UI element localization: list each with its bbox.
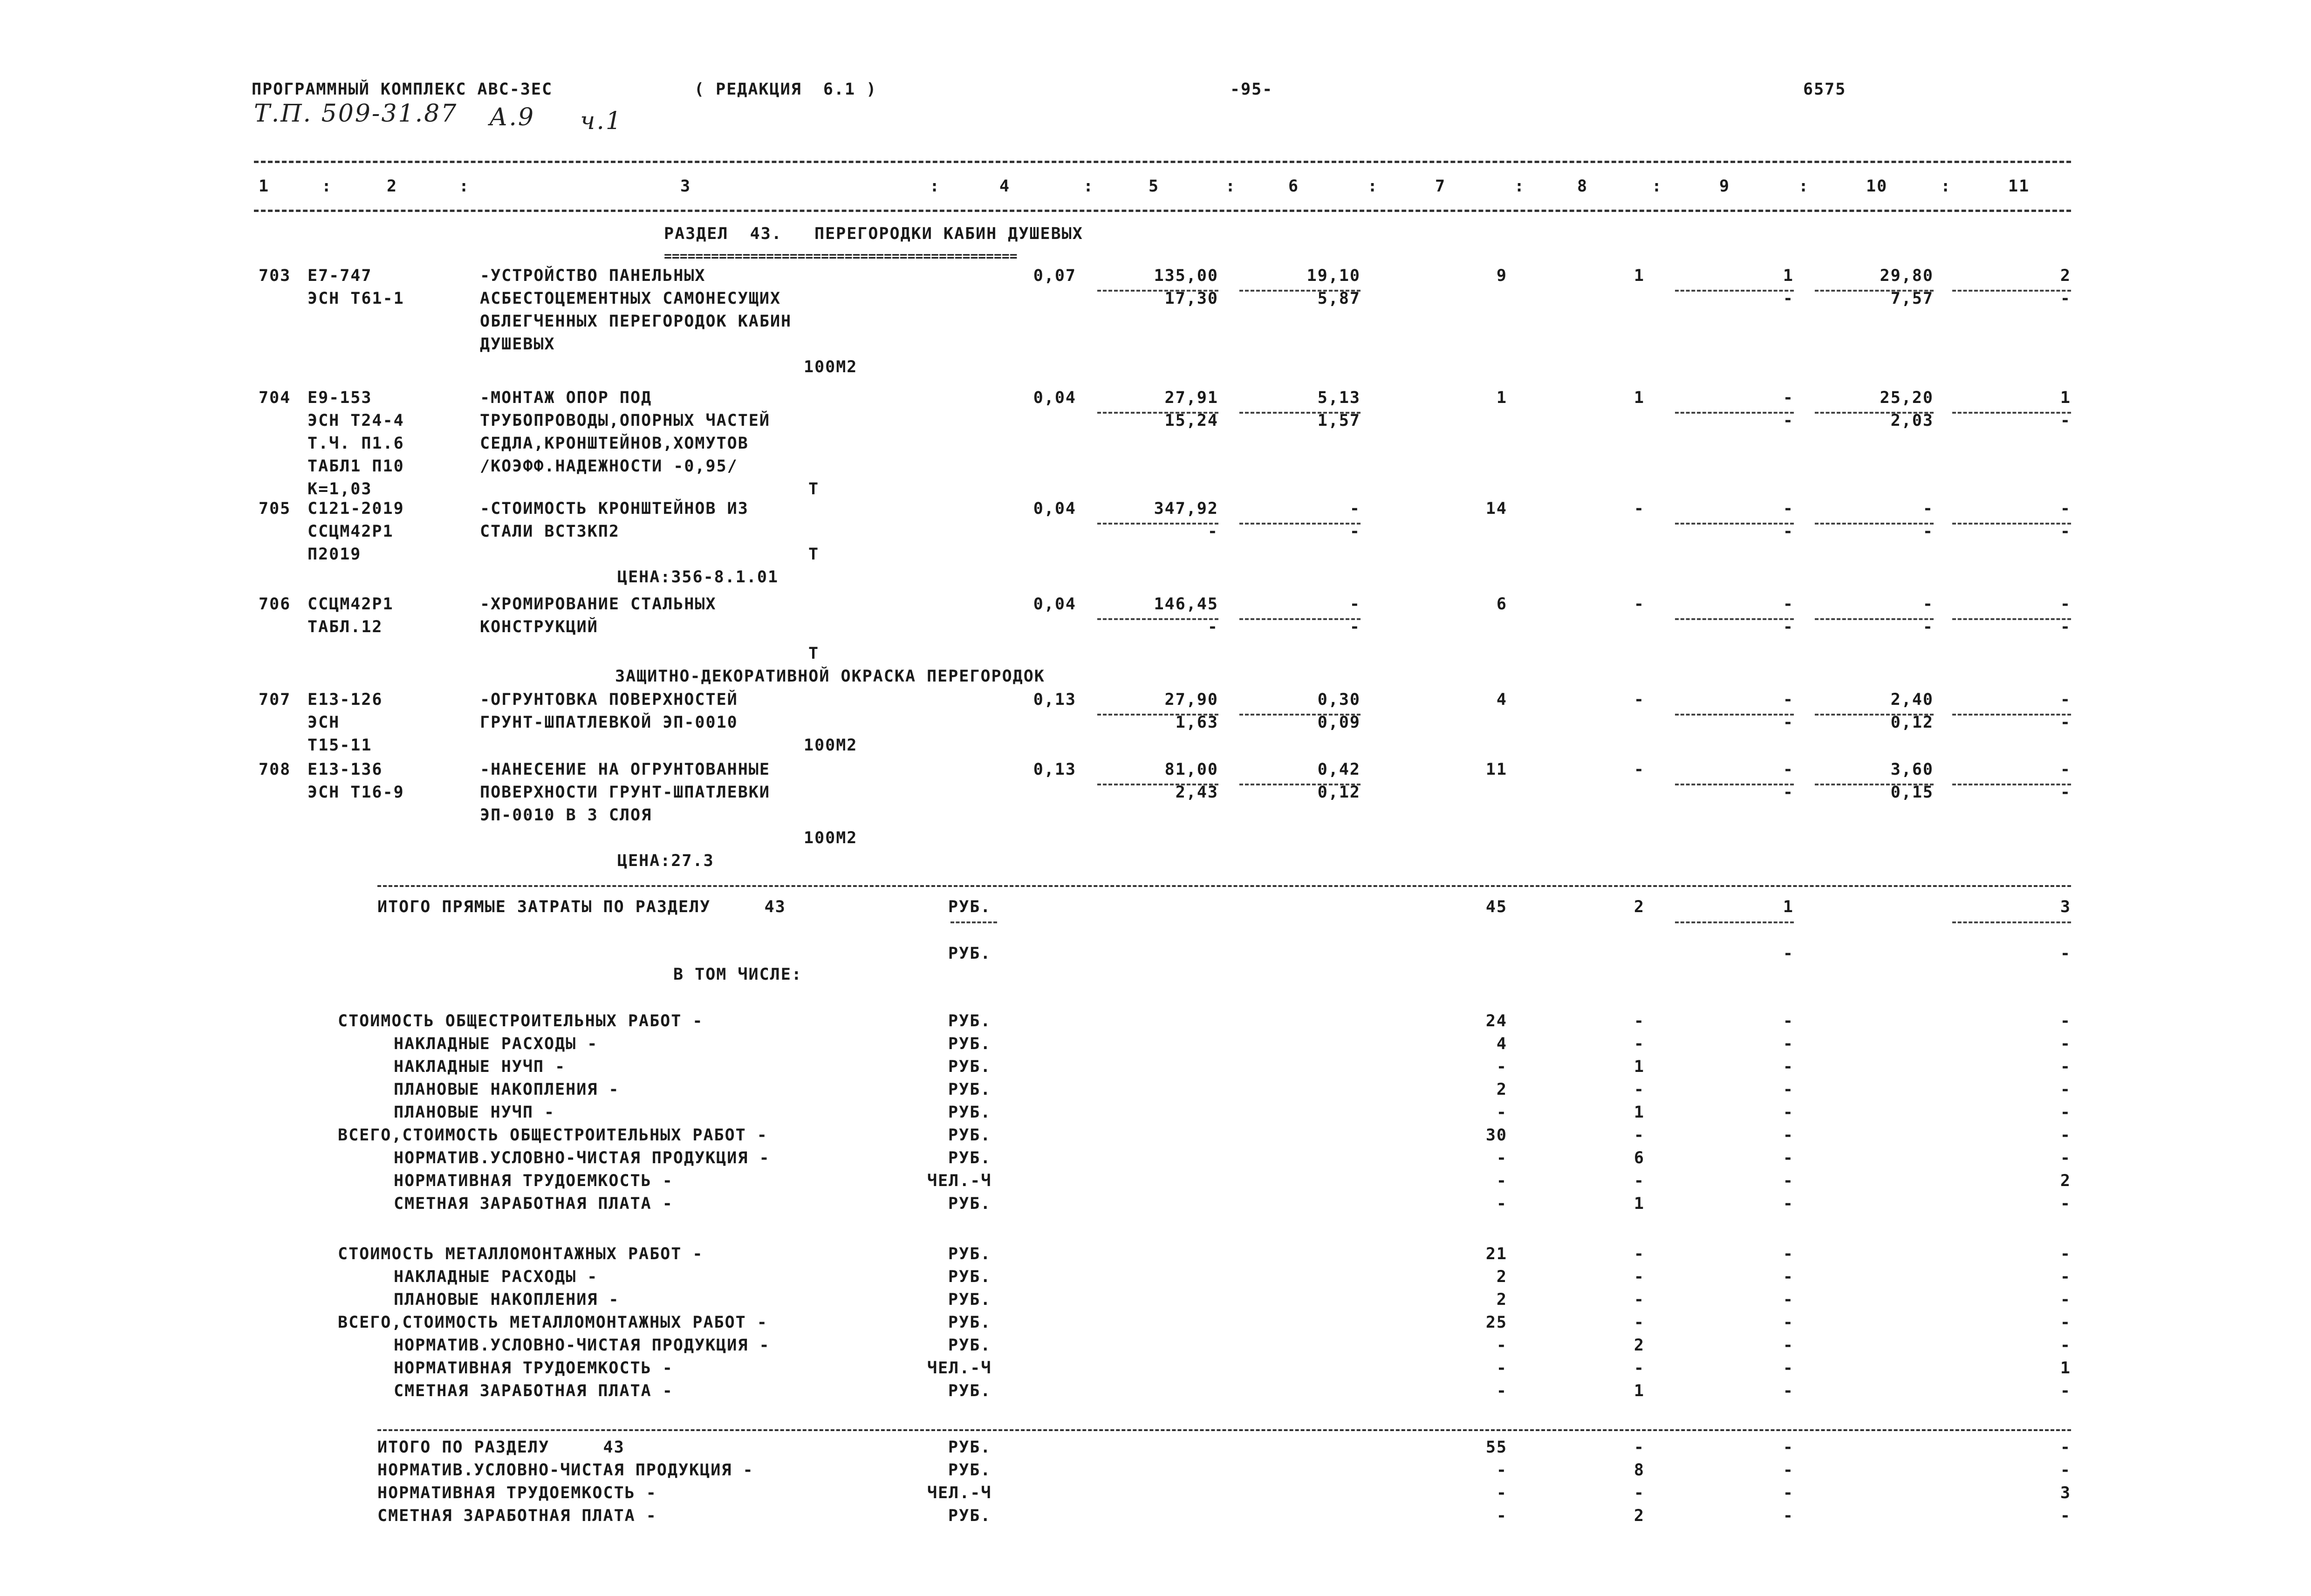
breakdown-c11: -	[2060, 1080, 2071, 1099]
labor-machines: 2,03	[1890, 411, 1934, 430]
total-wages: -	[1634, 499, 1645, 518]
breakdown-c9: -	[1783, 1313, 1794, 1332]
item-description: /КОЭФФ.НАДЕЖНОСТИ -0,95/	[480, 457, 738, 476]
breakdown-c7: -	[1496, 1382, 1507, 1400]
item-code: Т.Ч. П1.6	[308, 434, 404, 453]
cost-machine-wages: -	[1349, 522, 1361, 541]
breakdown-c7: 21	[1485, 1245, 1507, 1263]
labor-hours-machines: -	[2060, 783, 2071, 802]
breakdown-unit: РУБ.	[948, 1149, 991, 1167]
breakdown-c7: 25	[1485, 1313, 1507, 1332]
total-direct-unit: РУБ.	[948, 898, 991, 916]
cost-machines: 1,63	[1175, 713, 1218, 732]
item-code: Е9-153	[308, 389, 372, 407]
item-unit: 100М2	[804, 736, 858, 755]
labor-hours-machines: -	[2060, 289, 2071, 308]
breakdown-c11: -	[2060, 1103, 2071, 1122]
breakdown-label: НОРМАТИВ.УСЛОВНО-ЧИСТАЯ ПРОДУКЦИЯ -	[394, 1336, 770, 1355]
item-description: ПОВЕРХНОСТИ ГРУНТ-ШПАТЛЕВКИ	[480, 783, 770, 802]
column-header-2: 2	[387, 177, 398, 196]
breakdown-label: СМЕТНАЯ ЗАРАБОТНАЯ ПЛАТА -	[394, 1382, 673, 1400]
breakdown-c9: -	[1783, 1245, 1794, 1263]
cost-machine-wages: -	[1349, 618, 1361, 636]
cost-wages: 19,10	[1306, 266, 1361, 285]
cost-machines: -	[1207, 522, 1218, 541]
breakdown-c9: -	[1783, 1172, 1794, 1190]
breakdown-unit: РУБ.	[948, 1035, 991, 1053]
breakdown-label: НАКЛАДНЫЕ НУЧП -	[394, 1057, 566, 1076]
section-total-c7: -	[1496, 1507, 1507, 1525]
cell-divider	[950, 921, 997, 923]
breakdown-unit: РУБ.	[948, 1245, 991, 1263]
breakdown-c8: -	[1634, 1359, 1645, 1378]
item-number: 704	[259, 389, 291, 407]
item-code: ЭСН	[308, 713, 340, 732]
handwritten-part: ч.1	[580, 107, 622, 135]
labor-hours-machines: -	[2060, 713, 2071, 732]
item-quantity: 0,04	[1033, 499, 1076, 518]
total-direct-unit-machines: РУБ.	[948, 944, 991, 963]
item-description: -МОНТАЖ ОПОР ПОД	[480, 389, 652, 407]
total-wages: -	[1634, 595, 1645, 614]
item-description: -УСТРОЙСТВО ПАНЕЛЬНЫХ	[480, 266, 706, 285]
breakdown-c7: 2	[1496, 1268, 1507, 1286]
column-separator: :	[1798, 177, 1810, 196]
column-header-10: 10	[1866, 177, 1888, 196]
item-code: Т15-11	[308, 736, 372, 755]
item-code: Е13-126	[308, 690, 383, 709]
labor-total: 29,80	[1880, 266, 1934, 285]
breakdown-c11: -	[2060, 1382, 2071, 1400]
breakdown-unit: РУБ.	[948, 1382, 991, 1400]
cost-direct: 347,92	[1154, 499, 1218, 518]
breakdown-c8: -	[1634, 1245, 1645, 1263]
total-wages: -	[1634, 760, 1645, 779]
breakdown-unit: РУБ.	[948, 1126, 991, 1145]
breakdown-c11: 2	[2060, 1172, 2071, 1190]
breakdown-c11: -	[2060, 1245, 2071, 1263]
column-header-1: 1	[259, 177, 270, 196]
breakdown-label: НОРМАТИВНАЯ ТРУДОЕМКОСТЬ -	[394, 1359, 673, 1378]
labor-total: 2,40	[1890, 690, 1934, 709]
section-total-unit: РУБ.	[948, 1438, 991, 1457]
column-header-6: 6	[1288, 177, 1299, 196]
total-machines: -	[1783, 595, 1794, 614]
totals-rule	[377, 885, 2071, 887]
item-description: -НАНЕСЕНИЕ НА ОГРУНТОВАННЫЕ	[480, 760, 770, 779]
total-direct: 6	[1496, 595, 1507, 614]
total-direct: 14	[1485, 499, 1507, 518]
item-description: ТРУБОПРОВОДЫ,ОПОРНЫХ ЧАСТЕЙ	[480, 411, 770, 430]
labor-hours: -	[2060, 690, 2071, 709]
cost-machine-wages: 0,09	[1317, 713, 1361, 732]
breakdown-c9: -	[1783, 1268, 1794, 1286]
breakdown-label: НОРМАТИВНАЯ ТРУДОЕМКОСТЬ -	[394, 1172, 673, 1190]
item-code: К=1,03	[308, 480, 372, 498]
item-description: СТАЛИ ВСТ3КП2	[480, 522, 620, 541]
breakdown-c11: -	[2060, 1290, 2071, 1309]
item-code: ССЦМ42Р1	[308, 595, 394, 614]
cost-machine-wages: 5,87	[1317, 289, 1361, 308]
item-quantity: 0,07	[1033, 266, 1076, 285]
breakdown-c7: 30	[1485, 1126, 1507, 1145]
breakdown-c9: -	[1783, 1359, 1794, 1378]
breakdown-c8: -	[1634, 1172, 1645, 1190]
section-total-label: СМЕТНАЯ ЗАРАБОТНАЯ ПЛАТА -	[377, 1507, 657, 1525]
breakdown-unit: РУБ.	[948, 1012, 991, 1030]
item-description: АСБЕСТОЦЕМЕНТНЫХ САМОНЕСУЩИХ	[480, 289, 781, 308]
breakdown-c7: 24	[1485, 1012, 1507, 1030]
breakdown-c11: -	[2060, 1194, 2071, 1213]
labor-hours: 2	[2060, 266, 2071, 285]
cell-divider	[1952, 921, 2071, 923]
labor-hours: 1	[2060, 389, 2071, 407]
column-header-5: 5	[1149, 177, 1160, 196]
breakdown-unit: ЧЕЛ.-Ч	[927, 1172, 992, 1190]
section-total-unit: РУБ.	[948, 1507, 991, 1525]
item-code: ТАБЛ.12	[308, 618, 383, 636]
total-wages: 1	[1634, 266, 1645, 285]
breakdown-c8: -	[1634, 1080, 1645, 1099]
section-total-c9: -	[1783, 1507, 1794, 1525]
item-description: ДУШЕВЫХ	[480, 335, 555, 354]
machine-wages-total: -	[1783, 522, 1794, 541]
breakdown-c9: -	[1783, 1382, 1794, 1400]
breakdown-unit: ЧЕЛ.-Ч	[927, 1359, 992, 1378]
total-machines: -	[1783, 499, 1794, 518]
section-total-c11: -	[2060, 1438, 2071, 1457]
breakdown-c8: 1	[1634, 1057, 1645, 1076]
breakdown-c8: -	[1634, 1126, 1645, 1145]
handwritten-ref: Т.П. 509-31.87	[254, 100, 458, 128]
section-underline: =============================================	[664, 248, 1018, 264]
column-separator: :	[1367, 177, 1379, 196]
item-quantity: 0,13	[1033, 760, 1076, 779]
labor-total: -	[1922, 499, 1934, 518]
breakdown-unit: РУБ.	[948, 1057, 991, 1076]
labor-total: -	[1922, 595, 1934, 614]
section-total-c11: -	[2060, 1461, 2071, 1480]
handwritten-album: А.9	[489, 103, 535, 131]
item-description: КОНСТРУКЦИЙ	[480, 618, 598, 636]
section-total-c8: 2	[1634, 1507, 1645, 1525]
item-unit: Т	[808, 480, 820, 498]
cost-machines: -	[1207, 618, 1218, 636]
section-total-c8: 8	[1634, 1461, 1645, 1480]
column-separator: :	[930, 177, 941, 196]
item-unit: Т	[808, 545, 820, 564]
item-code: ССЦМ42Р1	[308, 522, 394, 541]
column-separator: :	[1225, 177, 1237, 196]
cost-wages: -	[1349, 499, 1361, 518]
breakdown-c11: -	[2060, 1313, 2071, 1332]
item-number: 705	[259, 499, 291, 518]
breakdown-c11: -	[2060, 1012, 2071, 1030]
cost-machine-wages: 0,12	[1317, 783, 1361, 802]
item-number: 706	[259, 595, 291, 614]
total-direct-c11b: -	[2060, 944, 2071, 963]
section-total-c8: -	[1634, 1484, 1645, 1502]
total-machines: -	[1783, 690, 1794, 709]
labor-hours-machines: -	[2060, 411, 2071, 430]
header-rule-top	[254, 161, 2071, 163]
breakdown-c8: 1	[1634, 1382, 1645, 1400]
total-wages: -	[1634, 690, 1645, 709]
cost-machines: 2,43	[1175, 783, 1218, 802]
labor-machines: 0,12	[1890, 713, 1934, 732]
section-total-c9: -	[1783, 1484, 1794, 1502]
breakdown-c9: -	[1783, 1149, 1794, 1167]
breakdown-c7: -	[1496, 1336, 1507, 1355]
total-direct: 1	[1496, 389, 1507, 407]
cost-direct: 146,45	[1154, 595, 1218, 614]
column-separator: :	[459, 177, 470, 196]
total-machines: -	[1783, 389, 1794, 407]
item-quantity: 0,04	[1033, 389, 1076, 407]
cost-machine-wages: 1,57	[1317, 411, 1361, 430]
column-separator: :	[1652, 177, 1663, 196]
section-total-label: НОРМАТИВ.УСЛОВНО-ЧИСТАЯ ПРОДУКЦИЯ -	[377, 1461, 754, 1480]
item-description: ЭП-0010 В 3 СЛОЯ	[480, 806, 652, 825]
breakdown-c7: 2	[1496, 1080, 1507, 1099]
column-separator: :	[1083, 177, 1094, 196]
cost-wages: 0,30	[1317, 690, 1361, 709]
section-total-label: ИТОГО ПО РАЗДЕЛУ 43	[377, 1438, 625, 1457]
labor-hours: -	[2060, 760, 2071, 779]
machine-wages-total: -	[1783, 713, 1794, 732]
breakdown-c11: -	[2060, 1126, 2071, 1145]
column-separator: :	[1514, 177, 1525, 196]
breakdown-c8: -	[1634, 1035, 1645, 1053]
labor-hours: -	[2060, 595, 2071, 614]
section-total-c8: -	[1634, 1438, 1645, 1457]
breakdown-unit: РУБ.	[948, 1194, 991, 1213]
item-code: ТАБЛ1 П10	[308, 457, 404, 476]
item-description: -ОГРУНТОВКА ПОВЕРХНОСТЕЙ	[480, 690, 738, 709]
document-code: 6575	[1803, 80, 1846, 99]
section-total-c7: 55	[1485, 1438, 1507, 1457]
item-code: ЭСН Т16-9	[308, 783, 404, 802]
breakdown-label: ПЛАНОВЫЕ НАКОПЛЕНИЯ -	[394, 1080, 620, 1099]
item-description: ОБЛЕГЧЕННЫХ ПЕРЕГОРОДОК КАБИН	[480, 312, 792, 331]
column-header-3: 3	[680, 177, 691, 196]
labor-total: 25,20	[1880, 389, 1934, 407]
labor-hours-machines: -	[2060, 522, 2071, 541]
breakdown-c7: 4	[1496, 1035, 1507, 1053]
section-title: РАЗДЕЛ 43. ПЕРЕГОРОДКИ КАБИН ДУШЕВЫХ	[664, 225, 1083, 243]
cost-wages: -	[1349, 595, 1361, 614]
breakdown-label: ВСЕГО,СТОИМОСТЬ МЕТАЛЛОМОНТАЖНЫХ РАБОТ -	[338, 1313, 768, 1332]
breakdown-c8: -	[1634, 1012, 1645, 1030]
breakdown-label: НАКЛАДНЫЕ РАСХОДЫ -	[394, 1268, 598, 1286]
page-number: -95-	[1230, 80, 1273, 99]
breakdown-c9: -	[1783, 1012, 1794, 1030]
section-total-rule	[377, 1429, 2071, 1431]
breakdown-c7: -	[1496, 1149, 1507, 1167]
breakdown-c9: -	[1783, 1126, 1794, 1145]
item-quantity: 0,13	[1033, 690, 1076, 709]
section-total-c9: -	[1783, 1461, 1794, 1480]
section-total-c11: -	[2060, 1507, 2071, 1525]
machine-wages-total: -	[1783, 783, 1794, 802]
machine-wages-total: -	[1783, 411, 1794, 430]
breakdown-c8: 6	[1634, 1149, 1645, 1167]
total-direct: 4	[1496, 690, 1507, 709]
breakdown-unit: РУБ.	[948, 1313, 991, 1332]
section-total-c9: -	[1783, 1438, 1794, 1457]
breakdown-unit: РУБ.	[948, 1080, 991, 1099]
breakdown-c9: -	[1783, 1080, 1794, 1099]
item-description: -СТОИМОСТЬ КРОНШТЕЙНОВ ИЗ	[480, 499, 749, 518]
breakdown-c11: -	[2060, 1149, 2071, 1167]
breakdown-c7: -	[1496, 1359, 1507, 1378]
column-separator: :	[321, 177, 333, 196]
item-code: С121-2019	[308, 499, 404, 518]
item-description: ГРУНТ-ШПАТЛЕВКОЙ ЭП-0010	[480, 713, 738, 732]
section-total-label: НОРМАТИВНАЯ ТРУДОЕМКОСТЬ -	[377, 1484, 657, 1502]
breakdown-label: ПЛАНОВЫЕ НУЧП -	[394, 1103, 555, 1122]
breakdown-c11: -	[2060, 1035, 2071, 1053]
column-header-9: 9	[1719, 177, 1730, 196]
breakdown-c8: -	[1634, 1290, 1645, 1309]
cell-divider	[1675, 921, 1794, 923]
breakdown-c7: -	[1496, 1103, 1507, 1122]
breakdown-c8: 1	[1634, 1103, 1645, 1122]
column-separator: :	[1941, 177, 1952, 196]
labor-machines: -	[1922, 618, 1934, 636]
breakdown-c8: -	[1634, 1313, 1645, 1332]
breakdown-c9: -	[1783, 1290, 1794, 1309]
total-direct: 11	[1485, 760, 1507, 779]
machine-wages-total: -	[1783, 289, 1794, 308]
section-total-c11: 3	[2060, 1484, 2071, 1502]
item-description: -ХРОМИРОВАНИЕ СТАЛЬНЫХ	[480, 595, 717, 614]
labor-machines: 7,57	[1890, 289, 1934, 308]
total-direct-c11: 3	[2060, 898, 2071, 916]
breakdown-c11: -	[2060, 1336, 2071, 1355]
item-quantity: 0,04	[1033, 595, 1076, 614]
total-direct-c7: 45	[1485, 898, 1507, 916]
item-number: 703	[259, 266, 291, 285]
cost-machines: 17,30	[1164, 289, 1218, 308]
subtitle: ЗАЩИТНО-ДЕКОРАТИВНОЙ ОКРАСКА ПЕРЕГОРОДОК	[615, 667, 1045, 686]
cost-direct: 27,90	[1164, 690, 1218, 709]
program-name: ПРОГРАММНЫЙ КОМПЛЕКС АВС-3ЕС	[252, 80, 553, 99]
cost-direct: 135,00	[1154, 266, 1218, 285]
breakdown-c9: -	[1783, 1103, 1794, 1122]
breakdown-c11: -	[2060, 1268, 2071, 1286]
breakdown-c8: -	[1634, 1268, 1645, 1286]
breakdown-c9: -	[1783, 1057, 1794, 1076]
including-label: В ТОМ ЧИСЛЕ:	[673, 965, 802, 984]
cost-wages: 0,42	[1317, 760, 1361, 779]
item-unit: 100М2	[804, 829, 858, 847]
breakdown-unit: РУБ.	[948, 1290, 991, 1309]
item-code: Е7-747	[308, 266, 372, 285]
section-total-c7: -	[1496, 1484, 1507, 1502]
breakdown-label: СТОИМОСТЬ ОБЩЕСТРОИТЕЛЬНЫХ РАБОТ -	[338, 1012, 704, 1030]
total-wages: 1	[1634, 389, 1645, 407]
total-direct-label: ИТОГО ПРЯМЫЕ ЗАТРАТЫ ПО РАЗДЕЛУ 43	[377, 898, 786, 916]
breakdown-c7: -	[1496, 1172, 1507, 1190]
breakdown-c7: -	[1496, 1057, 1507, 1076]
item-number: 708	[259, 760, 291, 779]
machine-wages-total: -	[1783, 618, 1794, 636]
item-code: ЭСН Т24-4	[308, 411, 404, 430]
labor-machines: -	[1922, 522, 1934, 541]
breakdown-c9: -	[1783, 1035, 1794, 1053]
breakdown-label: НАКЛАДНЫЕ РАСХОДЫ -	[394, 1035, 598, 1053]
section-total-unit: ЧЕЛ.-Ч	[927, 1484, 992, 1502]
item-price: ЦЕНА:356-8.1.01	[617, 568, 779, 587]
breakdown-unit: РУБ.	[948, 1268, 991, 1286]
item-unit: Т	[808, 644, 820, 663]
breakdown-label: ВСЕГО,СТОИМОСТЬ ОБЩЕСТРОИТЕЛЬНЫХ РАБОТ -	[338, 1126, 768, 1145]
cost-direct: 27,91	[1164, 389, 1218, 407]
item-code: П2019	[308, 545, 362, 564]
total-direct-c9b: -	[1783, 944, 1794, 963]
total-direct-c9: 1	[1783, 898, 1794, 916]
breakdown-label: ПЛАНОВЫЕ НАКОПЛЕНИЯ -	[394, 1290, 620, 1309]
item-code: Е13-136	[308, 760, 383, 779]
breakdown-c9: -	[1783, 1336, 1794, 1355]
column-header-11: 11	[2008, 177, 2030, 196]
labor-hours: -	[2060, 499, 2071, 518]
breakdown-c11: -	[2060, 1057, 2071, 1076]
column-header-7: 7	[1435, 177, 1446, 196]
breakdown-unit: РУБ.	[948, 1103, 991, 1122]
item-number: 707	[259, 690, 291, 709]
edition: ( РЕДАКЦИЯ 6.1 )	[694, 80, 877, 99]
item-unit: 100М2	[804, 358, 858, 376]
header-rule-bottom	[254, 210, 2071, 212]
total-machines: 1	[1783, 266, 1794, 285]
cost-direct: 81,00	[1164, 760, 1218, 779]
column-header-4: 4	[999, 177, 1011, 196]
item-description: СЕДЛА,КРОНШТЕЙНОВ,ХОМУТОВ	[480, 434, 749, 453]
cost-wages: 5,13	[1317, 389, 1361, 407]
breakdown-c8: 2	[1634, 1336, 1645, 1355]
total-direct-c8: 2	[1634, 898, 1645, 916]
section-total-unit: РУБ.	[948, 1461, 991, 1480]
breakdown-c8: 1	[1634, 1194, 1645, 1213]
breakdown-c11: 1	[2060, 1359, 2071, 1378]
total-direct: 9	[1496, 266, 1507, 285]
labor-total: 3,60	[1890, 760, 1934, 779]
cost-machines: 15,24	[1164, 411, 1218, 430]
breakdown-label: СМЕТНАЯ ЗАРАБОТНАЯ ПЛАТА -	[394, 1194, 673, 1213]
labor-hours-machines: -	[2060, 618, 2071, 636]
total-machines: -	[1783, 760, 1794, 779]
breakdown-label: СТОИМОСТЬ МЕТАЛЛОМОНТАЖНЫХ РАБОТ -	[338, 1245, 704, 1263]
breakdown-unit: РУБ.	[948, 1336, 991, 1355]
column-header-8: 8	[1577, 177, 1588, 196]
breakdown-c7: 2	[1496, 1290, 1507, 1309]
breakdown-label: НОРМАТИВ.УСЛОВНО-ЧИСТАЯ ПРОДУКЦИЯ -	[394, 1149, 770, 1167]
item-code: ЭСН Т61-1	[308, 289, 404, 308]
section-total-c7: -	[1496, 1461, 1507, 1480]
breakdown-c9: -	[1783, 1194, 1794, 1213]
breakdown-c7: -	[1496, 1194, 1507, 1213]
item-price: ЦЕНА:27.3	[617, 852, 714, 870]
labor-machines: 0,15	[1890, 783, 1934, 802]
